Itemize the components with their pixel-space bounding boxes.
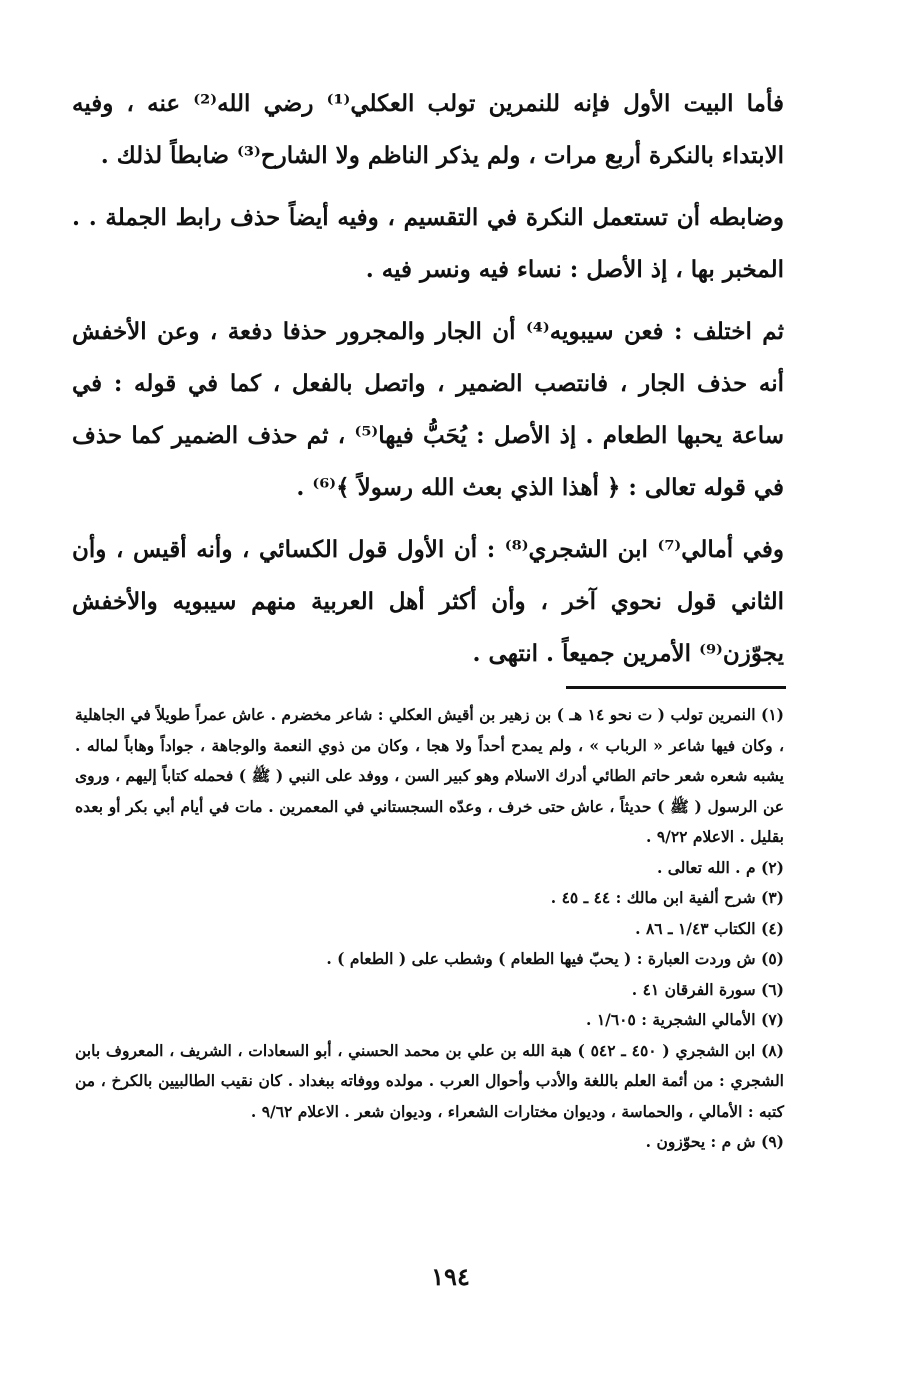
- footnote: [75, 883, 784, 914]
- footnote-text: النمرين تولب ( ت نحو ١٤ هـ ) بن زهير بن أقيش العكلي : شاعر مخضرم . عاش عمراً طويلاً في الجاهلية ، وكان فيها شاعر « الرباب » ، ولم يمدح أحداً ولا هجا ، وكان من ذوي النعمة والوجاهة ، جواداً وهاباً لماله . يشبه شعره شعر حاتم الطائي أدرك الاسلام وهو كبير السن ، ووفد على النبي ( ﷺ ) فحمله كتاباً إليهم ، وروى عن الرسول ( ﷺ ) حديثاً ، عاش حتى خرف ، وعدّه السجستاني في المعمرين . مات في أيام أبي بكر أو بعده بقليل . الاعلام ٩/٢٢ .: [75, 705, 784, 846]
- footnote-number: (٣): [760, 888, 784, 907]
- footnote-number: (٥): [760, 949, 784, 968]
- body-paragraph: ثم اختلف : فعن سيبويه⁽⁴⁾ أن الجار والمجرور حذفا دفعة ، وعن الأخفش أنه حذف الجار ، فانتصب الضمير ، واتصل بالفعل ، كما في قوله : في ساعة يحبها الطعام . إذ الأصل : يُحَبُّ فيها⁽⁵⁾ ، ثم حذف الضمير كما حذف في قوله تعالى : ﴿ أهذا الذي بعث الله رسولاً ﴾⁽⁶⁾ .: [72, 318, 784, 501]
- footnote: [75, 914, 784, 945]
- footnote-number: (١): [760, 705, 784, 724]
- footnote-number: (٨): [760, 1040, 784, 1060]
- main-text: [72, 78, 784, 690]
- footnote-text: م . الله تعالى .: [656, 857, 756, 877]
- footnote-number: (٩): [760, 1132, 784, 1151]
- body-paragraph: فأما البيت الأول فإنه للنمرين تولب العكلي⁽¹⁾ رضي الله⁽²⁾ عنه ، وفيه الابتداء بالنكرة أربع مرات ، ولم يذكر الناظم ولا الشارح⁽³⁾ ضابطاً لذلك .: [72, 90, 784, 169]
- footnote-number: (٦): [760, 979, 784, 999]
- footnote-text: الأمالي الشجرية : ١/٦٠٥ .: [586, 1010, 756, 1029]
- footnote-text: شرح ألفية ابن مالك : ٤٤ ـ ٤٥ .: [550, 888, 756, 907]
- page-number: ١٩٤: [431, 1262, 470, 1291]
- footnote: [75, 944, 784, 975]
- footnote-text: ش وردت العبارة : ( يحبّ فيها الطعام ) وشطب على ( الطعام ) .: [326, 949, 756, 968]
- footnote-text: سورة الفرقان ٤١ .: [631, 979, 756, 999]
- footnote-text: ش م : يحوّزون .: [645, 1132, 756, 1151]
- footnote: [75, 1005, 784, 1036]
- footnote-text: الكتاب ١/٤٣ ـ ٨٦ .: [635, 918, 756, 938]
- footnote: [75, 853, 784, 884]
- body-paragraph: وضابطه أن تستعمل النكرة في التقسيم ، وفيه أيضاً حذف رابط الجملة . . المخبر بها ، إذ الأصل : نساء فيه ونسر فيه .: [72, 204, 784, 283]
- footnote: [75, 1036, 784, 1128]
- footnotes: [75, 700, 784, 1158]
- footnote-divider: [566, 686, 786, 689]
- body-paragraph: وفي أمالي⁽⁷⁾ ابن الشجري⁽⁸⁾ : أن الأول قول الكسائي ، وأنه أقيس ، وأن الثاني قول نحوي آخر ، وأن أكثر أهل العربية منهم سيبويه والأخفش يجوّزن⁽⁹⁾ الأمرين جميعاً . انتهى .: [72, 536, 785, 667]
- footnote-number: (٧): [760, 1010, 784, 1029]
- footnote-number: (٤): [760, 918, 784, 938]
- footnote: [75, 700, 784, 853]
- footnote-number: (٢): [760, 857, 784, 877]
- footnote: [75, 975, 784, 1006]
- footnote-text: ابن الشجري ( ٤٥٠ ـ ٥٤٢ ) هبة الله بن علي بن محمد الحسني ، أبو السعادات ، الشريف ، المعروف بابن الشجري : من أئمة العلم باللغة والأدب وأحوال العرب . مولده ووفاته ببغداد . كان نقيب الطالبيين بالكرخ ، من كتبه : الأمالي ، والحماسة ، وديوان مختارات الشعراء ، وديوان شعر . الاعلام ٩/٦٢ .: [75, 1040, 784, 1121]
- footnote: [75, 1127, 784, 1158]
